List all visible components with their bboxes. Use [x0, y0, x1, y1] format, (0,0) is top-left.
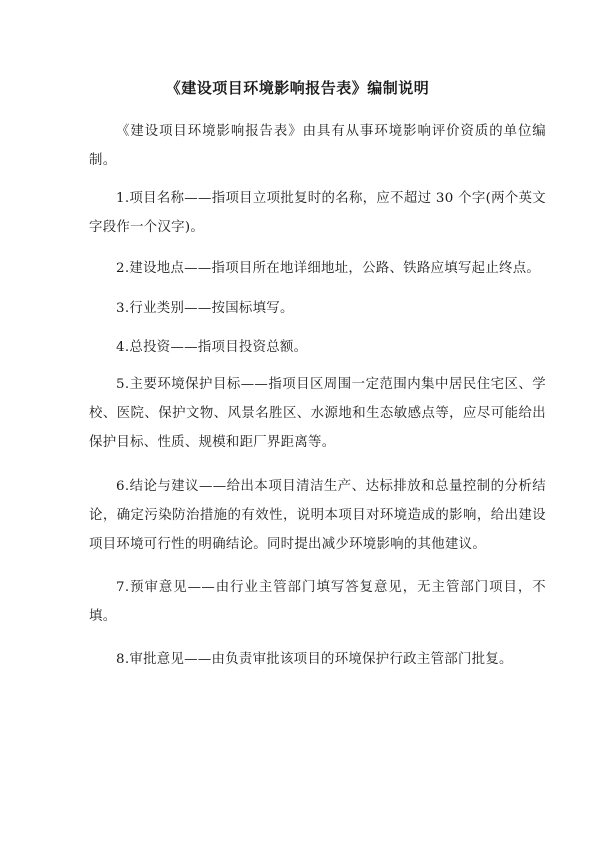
- item-conclusions: 6.结论与建议——给出本项目清洁生产、达标排放和总量控制的分析结论，确定污染防治措施的有效性，说明本项目对环境造成的影响，给出建设项目环境可行性的明确结论。同时提出减少环境影响的其他建议。: [89, 479, 546, 552]
- intro-paragraph: 《建设项目环境影响报告表》由具有从事环境影响评价资质的单位编制。: [89, 124, 546, 168]
- item-industry-category: 3.行业类别——按国标填写。: [116, 301, 294, 316]
- item-approval-opinion: 8.审批意见——由负责审批该项目的环境保护行政主管部门批复。: [116, 652, 513, 667]
- item-total-investment: 4.总投资——指项目投资总额。: [116, 340, 308, 355]
- item-preliminary-review: 7.预审意见——由行业主管部门填写答复意见，无主管部门项目，不填。: [89, 580, 546, 624]
- document-title: 《建设项目环境影响报告表》编制说明: [165, 79, 430, 97]
- item-project-name: 1.项目名称——指项目立项批复时的名称，应不超过 30 个字(两个英文字段作一个汉字)。: [89, 191, 546, 235]
- item-protection-targets: 5.主要环境保护目标——指项目区周围一定范围内集中居民住宅区、学校、医院、保护文物、风景名胜区、水源地和生态敏感点等，应尽可能给出保护目标、性质、规模和距厂界距离等。: [89, 377, 546, 450]
- item-construction-site: 2.建设地点——指项目所在地详细地址，公路、铁路应填写起止终点。: [116, 261, 541, 276]
